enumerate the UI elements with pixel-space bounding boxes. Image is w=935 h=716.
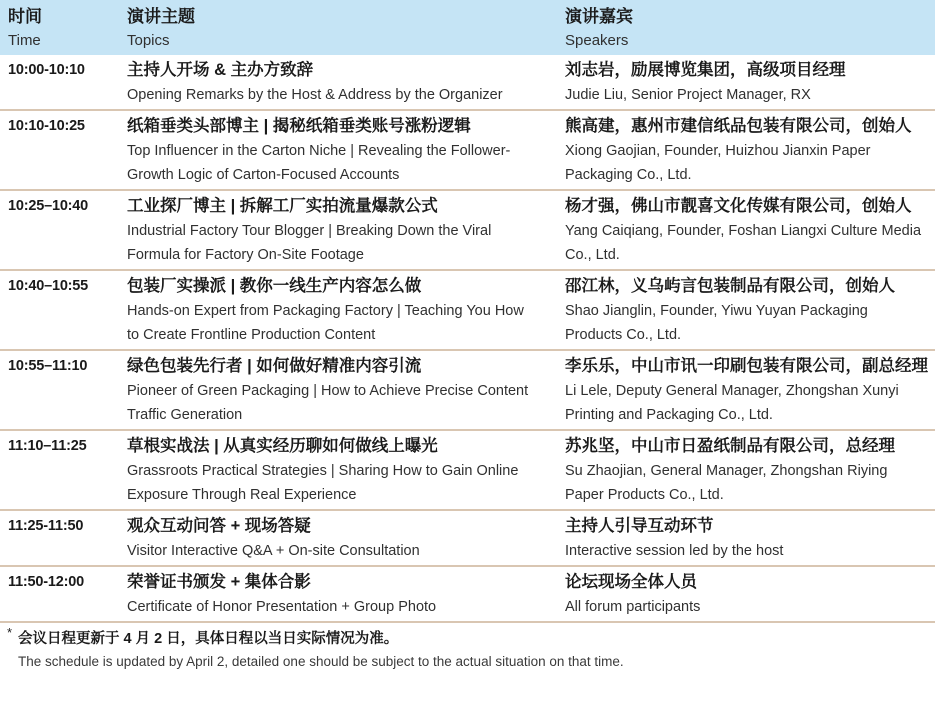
header-topics-zh: 演讲主题 xyxy=(127,7,195,26)
topic-cell xyxy=(127,58,565,107)
speaker-en: Shao Jianglin, Founder, Yiwu Yuyan Packaging Products Co., Ltd. xyxy=(565,303,868,343)
header-time-zh: 时间 xyxy=(8,7,42,26)
table-header xyxy=(0,0,935,55)
session-time: 11:25-11:50 xyxy=(8,518,84,534)
session-time: 10:55–11:10 xyxy=(8,358,88,374)
speaker-cell xyxy=(565,194,935,267)
time-cell xyxy=(0,570,127,619)
topic-zh: 观众互动问答 + 现场答疑 xyxy=(127,517,311,535)
topic-zh: 主持人开场 & 主办方致辞 xyxy=(127,61,314,79)
speaker-en: Judie Liu, Senior Project Manager, RX xyxy=(565,87,811,103)
speaker-zh: 李乐乐，中山市讯一印刷包装有限公司，副总经理 xyxy=(565,357,928,375)
schedule-row xyxy=(0,511,935,567)
speaker-cell xyxy=(565,274,935,347)
speaker-en: Yang Caiqiang, Founder, Foshan Liangxi Culture Media Co., Ltd. xyxy=(565,223,922,263)
speaker-en: Su Zhaojian, General Manager, Zhongshan Riying Paper Products Co., Ltd. xyxy=(565,463,888,503)
time-cell xyxy=(0,194,127,267)
header-col-time xyxy=(0,4,127,53)
session-time: 11:10–11:25 xyxy=(8,438,87,454)
speaker-en: Xiong Gaojian, Founder, Huizhou Jianxin Paper Packaging Co., Ltd. xyxy=(565,143,871,183)
topic-zh: 绿色包装先行者 | 如何做好精准内容引流 xyxy=(127,357,422,375)
time-cell xyxy=(0,274,127,347)
topic-en: Grassroots Practical Strategies | Sharing How to Gain Online Exposure Through Real Experience xyxy=(127,463,519,503)
session-time: 10:00-10:10 xyxy=(8,62,85,78)
speaker-zh: 刘志岩，励展博览集团，高级项目经理 xyxy=(565,61,846,79)
time-cell xyxy=(0,58,127,107)
topic-zh: 荣誉证书颁发 + 集体合影 xyxy=(127,573,311,591)
header-topics-en: Topics xyxy=(127,32,170,49)
header-col-topics xyxy=(127,4,565,53)
session-time: 11:50-12:00 xyxy=(8,574,84,590)
topic-cell xyxy=(127,570,565,619)
time-cell xyxy=(0,514,127,563)
session-time: 10:10-10:25 xyxy=(8,118,85,134)
header-speakers-zh: 演讲嘉宾 xyxy=(565,7,633,26)
topic-zh: 草根实战法 | 从真实经历聊如何做线上曝光 xyxy=(127,437,438,455)
topic-en: Opening Remarks by the Host & Address by the Organizer xyxy=(127,87,503,103)
footnote-zh: 会议日程更新于 4 月 2 日，具体日程以当日实际情况为准。 xyxy=(18,631,399,647)
speaker-zh: 苏兆坚，中山市日盈纸制品有限公司，总经理 xyxy=(565,437,895,455)
speaker-cell xyxy=(565,58,935,107)
footnote-en: The schedule is updated by April 2, detailed one should be subject to the actual situation on that time. xyxy=(18,654,624,669)
speaker-zh: 论坛现场全体人员 xyxy=(565,573,697,591)
topic-cell xyxy=(127,514,565,563)
schedule-row xyxy=(0,111,935,191)
speaker-zh: 邵江林，义乌屿言包装制品有限公司，创始人 xyxy=(565,277,895,295)
speaker-cell xyxy=(565,114,935,187)
topic-en: Certificate of Honor Presentation + Group Photo xyxy=(127,599,437,615)
time-cell xyxy=(0,434,127,507)
topic-en: Visitor Interactive Q&A + On-site Consultation xyxy=(127,543,420,559)
session-time: 10:40–10:55 xyxy=(8,278,89,294)
topic-cell xyxy=(127,354,565,427)
footnote-asterisk: * xyxy=(7,625,13,640)
header-time-en: Time xyxy=(8,32,41,49)
speaker-en: All forum participants xyxy=(565,599,701,615)
topic-zh: 工业探厂博主 | 拆解工厂实拍流量爆款公式 xyxy=(127,197,438,215)
speaker-zh: 杨才强，佛山市靓喜文化传媒有限公司，创始人 xyxy=(565,197,912,215)
speaker-en: Li Lele, Deputy General Manager, Zhongshan Xunyi Printing and Packaging Co., Ltd. xyxy=(565,383,899,423)
schedule-row xyxy=(0,55,935,111)
speaker-en: Interactive session led by the host xyxy=(565,543,784,559)
time-cell xyxy=(0,354,127,427)
schedule-row xyxy=(0,271,935,351)
schedule-row xyxy=(0,191,935,271)
topic-zh: 纸箱垂类头部博主 | 揭秘纸箱垂类账号涨粉逻辑 xyxy=(127,117,471,135)
topic-en: Hands-on Expert from Packaging Factory | Teaching You How to Create Frontline Production Content xyxy=(127,303,524,343)
schedule-footnote xyxy=(0,623,935,683)
topic-en: Pioneer of Green Packaging | How to Achieve Precise Content Traffic Generation xyxy=(127,383,529,423)
header-speakers-en: Speakers xyxy=(565,32,629,49)
time-cell xyxy=(0,114,127,187)
topic-cell xyxy=(127,274,565,347)
topic-cell xyxy=(127,114,565,187)
speaker-cell xyxy=(565,434,935,507)
header-col-speakers xyxy=(565,4,935,53)
speaker-cell xyxy=(565,354,935,427)
speaker-zh: 熊高建，惠州市建信纸品包装有限公司，创始人 xyxy=(565,117,912,135)
topic-zh: 包装厂实操派 | 教你一线生产内容怎么做 xyxy=(127,277,422,295)
schedule-row xyxy=(0,431,935,511)
speaker-cell xyxy=(565,570,935,619)
topic-en: Industrial Factory Tour Blogger | Breaking Down the Viral Formula for Factory On-Site Footage xyxy=(127,223,492,263)
speaker-zh: 主持人引导互动环节 xyxy=(565,517,714,535)
topic-en: Top Influencer in the Carton Niche | Revealing the Follower-Growth Logic of Carton-Focused Accounts xyxy=(127,143,511,183)
topic-cell xyxy=(127,194,565,267)
session-time: 10:25–10:40 xyxy=(8,198,89,214)
topic-cell xyxy=(127,434,565,507)
schedule-row xyxy=(0,567,935,623)
speaker-cell xyxy=(565,514,935,563)
schedule-row xyxy=(0,351,935,431)
